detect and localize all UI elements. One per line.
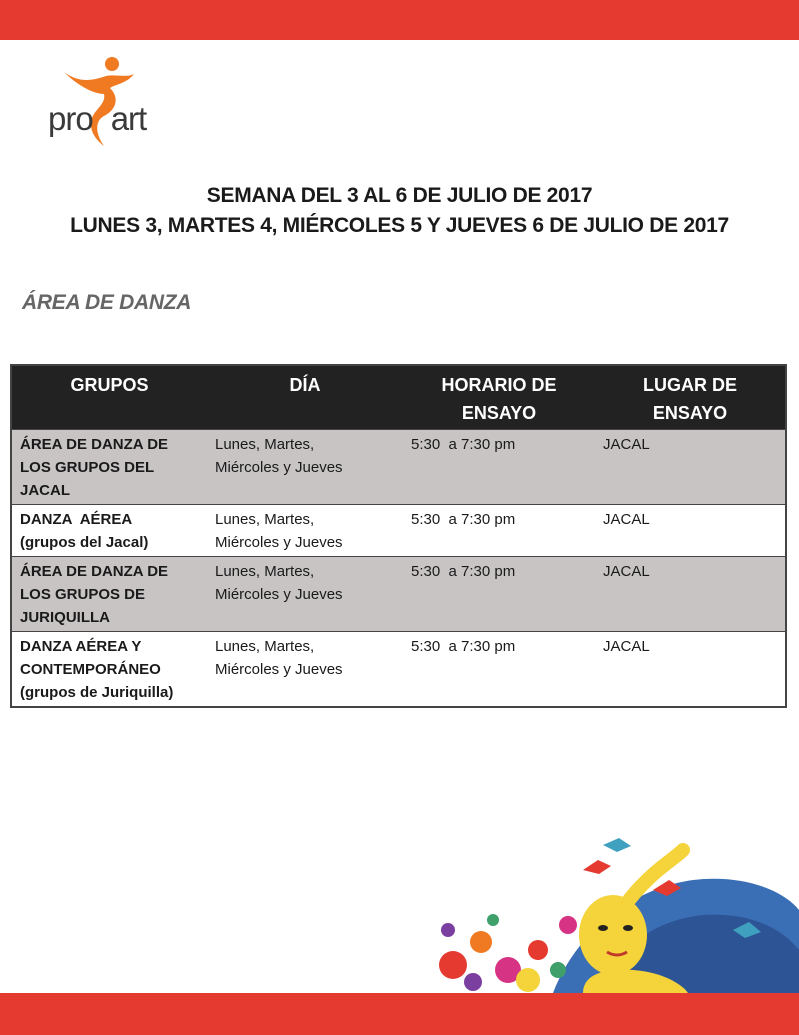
woman-with-birds-icon (433, 830, 799, 993)
header-grupos: GRUPOS (11, 365, 207, 430)
cell-day: Lunes, Martes, Miércoles y Jueves (207, 632, 403, 708)
cell-time: 5:30 a 7:30 pm (403, 505, 595, 557)
cell-place: JACAL (595, 632, 786, 708)
cell-group: ÁREA DE DANZA DE LOS GRUPOS DE JURIQUILLA (11, 557, 207, 632)
cell-day: Lunes, Martes, Miércoles y Jueves (207, 430, 403, 505)
cell-group: DANZA AÉREA Y CONTEMPORÁNEO (grupos de Juriquilla) (11, 632, 207, 708)
cell-time: 5:30 a 7:30 pm (403, 557, 595, 632)
table-header-row (11, 365, 786, 430)
cell-day: Lunes, Martes, Miércoles y Jueves (207, 557, 403, 632)
top-red-bar (0, 0, 799, 40)
table-row (11, 632, 786, 708)
prosart-logo (48, 54, 158, 164)
cell-day: Lunes, Martes, Miércoles y Jueves (207, 505, 403, 557)
decorative-illustration (433, 830, 799, 993)
cell-group: ÁREA DE DANZA DE LOS GRUPOS DEL JACAL (11, 430, 207, 505)
logo-text-pro: pro (48, 100, 93, 137)
title-days: LUNES 3, MARTES 4, MIÉRCOLES 5 Y JUEVES 6 DE JULIO DE 2017 (70, 214, 729, 237)
cell-place: JACAL (595, 505, 786, 557)
cell-time: 5:30 a 7:30 pm (403, 430, 595, 505)
header-lugar: LUGAR DE ENSAYO (595, 365, 786, 430)
schedule-table (10, 364, 787, 708)
cell-time: 5:30 a 7:30 pm (403, 632, 595, 708)
logo-text-art: art (110, 100, 147, 137)
cell-place: JACAL (595, 557, 786, 632)
table-row (11, 505, 786, 557)
cell-place: JACAL (595, 430, 786, 505)
header-horario: HORARIO DE ENSAYO (403, 365, 595, 430)
logo-wordmark (48, 100, 146, 138)
cell-group: DANZA AÉREA (grupos del Jacal) (11, 505, 207, 557)
bottom-red-bar (0, 993, 799, 1035)
header-dia: DÍA (207, 365, 403, 430)
title-week: SEMANA DEL 3 AL 6 DE JULIO DE 2017 (206, 184, 593, 207)
section-heading: ÁREA DE DANZA (22, 291, 192, 314)
table-row (11, 430, 786, 505)
table-row (11, 557, 786, 632)
